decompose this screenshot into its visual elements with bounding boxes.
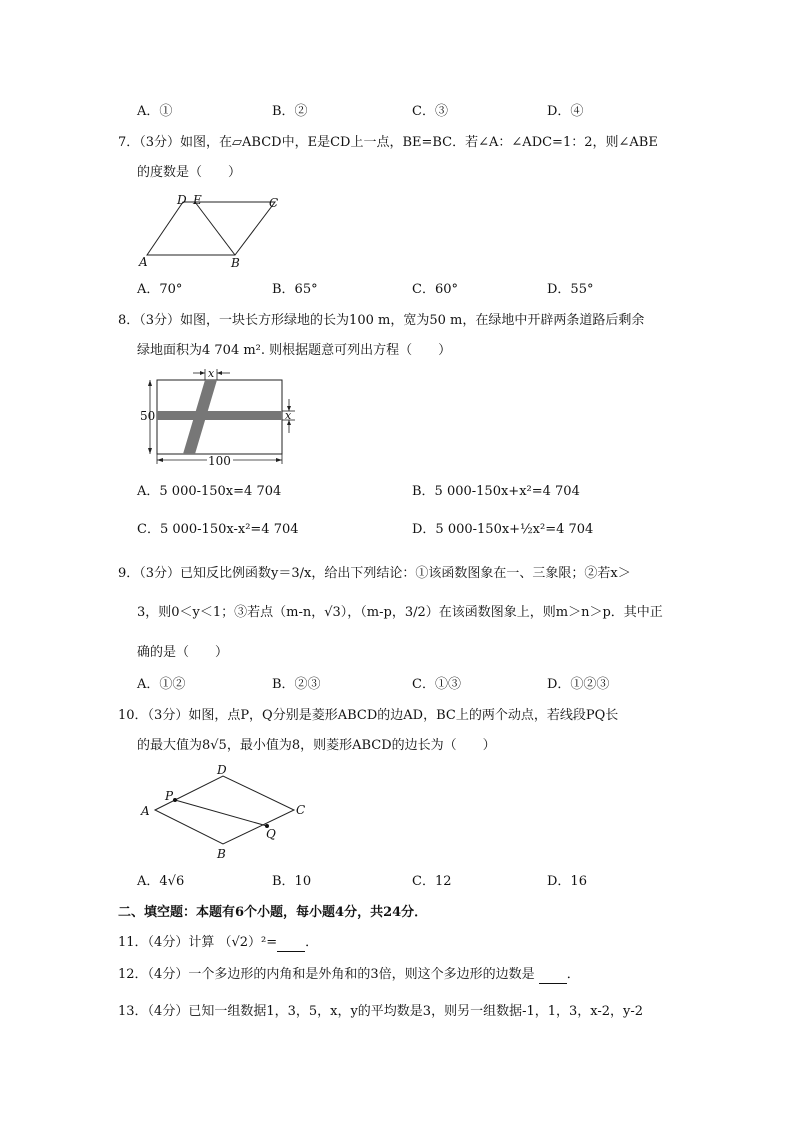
q7-option-b: B．65°	[272, 282, 318, 297]
q8-option-b: B．5 000-150x+x²=4 704	[412, 484, 580, 499]
q8-label-right-x: x	[285, 409, 292, 422]
q10-option-c: C．12	[412, 874, 452, 889]
q7-label-b: B	[231, 256, 240, 270]
q7-label-c: C	[269, 196, 279, 210]
q7-label-a: A	[139, 255, 148, 269]
q7-option-d: D．55°	[547, 282, 594, 297]
q6-option-d: D．④	[547, 104, 584, 119]
q8-line2: 绿地面积为4 704 m². 则根据题意可列出方程（ ）	[137, 343, 452, 358]
q10-label-q: Q	[266, 827, 276, 841]
q8-label-length: 100	[208, 454, 231, 468]
q10-line1: 10．（3分）如图，点P，Q分别是菱形ABCD的边AD，BC上的两个动点，若线段PQ长	[118, 708, 619, 723]
q12-text: 12．（4分）一个多边形的内角和是外角和的3倍，则这个多边形的边数是	[118, 967, 539, 982]
q8-line1: 8．（3分）如图，一块长方形绿地的长为100 m，宽为50 m，在绿地中开辟两条道路后剩余	[118, 313, 645, 328]
q10-option-a: A．4√6	[137, 874, 185, 889]
q9-line3: 确的是（ ）	[137, 645, 229, 660]
q9-line1: 9．（3分）已知反比例函数y＝3/x，给出下列结论：①该函数图象在一、三象限；②若x＞	[118, 566, 631, 581]
q8-option-a: A．5 000-150x=4 704	[137, 484, 282, 499]
q10-line2: 的最大值为8√5，最小值为8，则菱形ABCD的边长为（ ）	[137, 738, 496, 753]
q7-parallelogram-figure	[135, 190, 295, 270]
q8-label-width: 50	[140, 409, 156, 423]
q9-option-b: B．②③	[272, 677, 321, 692]
q7-label-e: E	[193, 193, 202, 207]
q10-label-a: A	[141, 804, 150, 818]
q7-option-c: C．60°	[412, 282, 458, 297]
q10-label-c: C	[296, 803, 306, 817]
q6-option-c: C．③	[412, 104, 448, 119]
q7-line2: 的度数是（ ）	[137, 165, 242, 180]
q6-option-b: B．②	[272, 104, 308, 119]
q11	[118, 934, 318, 952]
q7-option-a: A．70°	[137, 282, 183, 297]
q10-label-b: B	[217, 847, 226, 861]
q12-end: ．	[566, 967, 580, 982]
q7-label-d: D	[177, 193, 187, 207]
q8-option-c: C．5 000-150x-x²=4 704	[137, 522, 299, 537]
q11-answer-blank[interactable]	[277, 937, 305, 952]
q8-rectangle-figure	[135, 365, 305, 470]
q10-rhombus-figure	[135, 760, 325, 865]
q8-label-top-x: x	[208, 367, 215, 380]
q9-line2: 3，则0＜y＜1；③若点（m-n，√3），（m-p，3/2）在该函数图象上，则m＞n＞p．其中正	[137, 605, 663, 620]
section-heading: 二、填空题：本题有6个小题，每小题4分，共24分．	[118, 905, 428, 920]
q11-end: ．	[305, 935, 319, 950]
q9-option-c: C．①③	[412, 677, 461, 692]
q10-label-p: P	[165, 789, 174, 803]
q7-line1: 7．（3分）如图，在▱ABCD中，E是CD上一点，BE=BC．若∠A：∠ADC=1：2，则∠ABE	[118, 135, 658, 150]
q10-option-d: D．16	[547, 874, 587, 889]
q9-option-a: A．①②	[137, 677, 186, 692]
q11-text: 11．（4分）计算 （√2）²=	[118, 935, 278, 950]
q10-label-d: D	[217, 763, 227, 777]
q9-option-d: D．①②③	[547, 677, 610, 692]
q13-text: 13．（4分）已知一组数据1，3，5，x，y的平均数是3，则另一组数据-1，1，3，x-2，y-2	[118, 1004, 644, 1019]
q12	[118, 966, 580, 984]
q8-option-d: D．5 000-150x+½x²=4 704	[412, 522, 594, 537]
q12-answer-blank[interactable]	[539, 969, 567, 984]
q10-option-b: B．10	[272, 874, 312, 889]
q6-option-a: A．①	[137, 104, 173, 119]
